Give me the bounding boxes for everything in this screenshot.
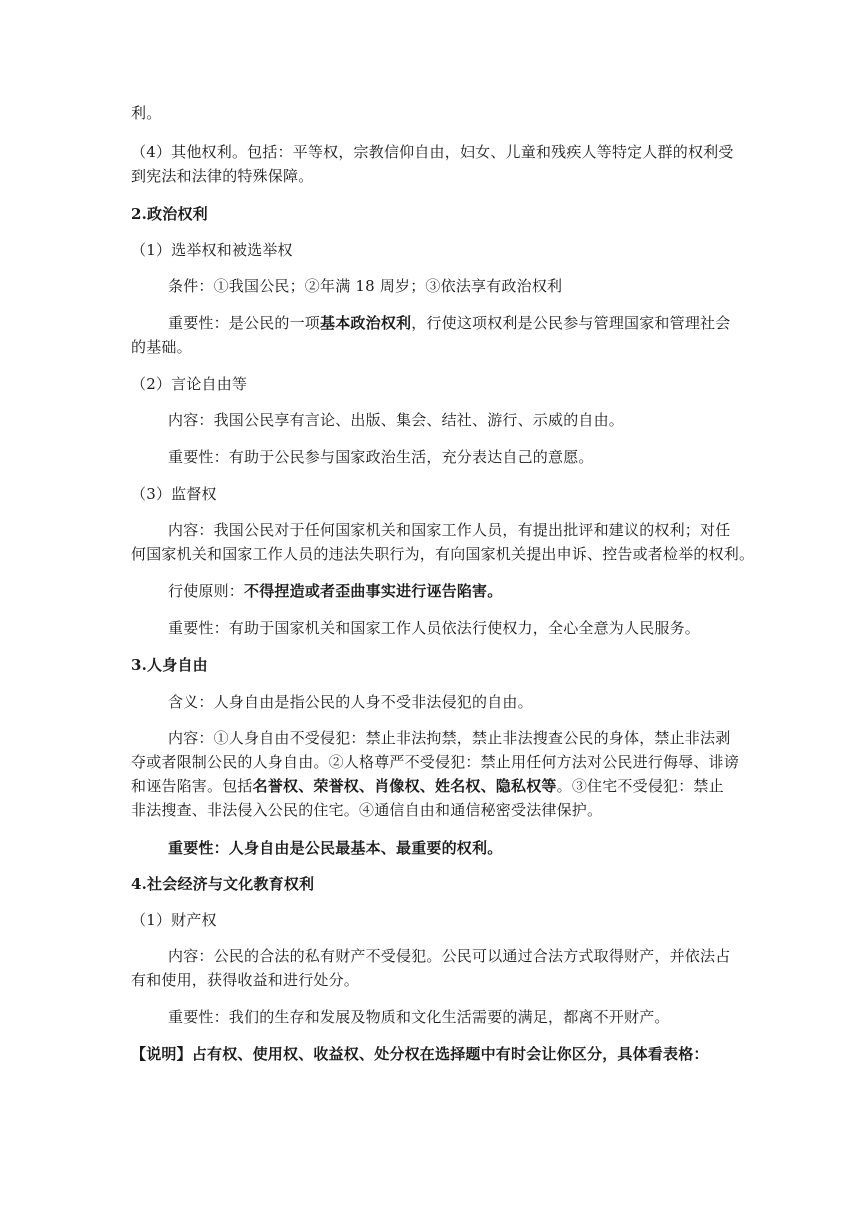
section-heading: 2.政治权利 [131, 205, 208, 223]
text-line: 利。 [131, 104, 162, 122]
text-line: 夺或者限制公民的人身自由。②人格尊严不受侵犯：禁止用任何方法对公民进行侮辱、诽谤 [131, 753, 740, 771]
text-line: 含义：人身自由是指公民的人身不受非法侵犯的自由。 [168, 693, 533, 711]
subsection-heading: （3）监督权 [131, 485, 217, 503]
subsection-heading: （1）财产权 [131, 911, 217, 929]
text-line: 何国家机关和国家工作人员的违法失职行为，有向国家机关提出申诉、控告或者检举的权利。 [131, 545, 755, 563]
text-line: （4）其他权利。包括：平等权，宗教信仰自由，妇女、儿童和残疾人等特定人群的权利受 [131, 143, 734, 161]
subsection-heading: （1）选举权和被选举权 [131, 241, 293, 259]
text-line: 内容：①人身自由不受侵犯：禁止非法拘禁，禁止非法搜查公民的身体，禁止非法剥 [168, 729, 731, 747]
subsection-heading: （2）言论自由等 [131, 375, 248, 393]
text-line: 行使原则：不得捏造或者歪曲事实进行诬告陷害。 [168, 582, 503, 600]
text-line: 重要性：人身自由是公民最基本、最重要的权利。 [168, 839, 503, 857]
text-line: 重要性：是公民的一项基本政治权利，行使这项权利是公民参与管理国家和管理社会 [168, 314, 731, 332]
text-line: 重要性：有助于国家机关和国家工作人员依法行使权力，全心全意为人民服务。 [168, 619, 701, 637]
text-line: 条件：①我国公民；②年满 18 周岁；③依法享有政治权利 [168, 277, 563, 295]
text-line: 的基础。 [131, 338, 192, 356]
note-line: 【说明】占有权、使用权、收益权、处分权在选择题中有时会让你区分，具体看表格： [131, 1045, 709, 1063]
text-line: 非法搜查、非法侵入公民的住宅。④通信自由和通信秘密受法律保护。 [131, 801, 603, 819]
text-line: 重要性：我们的生存和发展及物质和文化生活需要的满足，都离不开财产。 [168, 1008, 670, 1026]
text-line: 内容：我国公民享有言论、出版、集会、结社、游行、示威的自由。 [168, 411, 625, 429]
text-line: 到宪法和法律的特殊保障。 [131, 167, 314, 185]
text-line: 和诬告陷害。包括名誉权、荣誉权、肖像权、姓名权、隐私权等。③住宅不受侵犯：禁止 [131, 777, 724, 795]
section-heading: 4.社会经济与文化教育权利 [131, 875, 315, 893]
text-line: 内容：我国公民对于任何国家机关和国家工作人员，有提出批评和建议的权利；对任 [168, 521, 731, 539]
section-heading: 3.人身自由 [131, 656, 208, 674]
text-line: 有和使用，获得收益和进行处分。 [131, 971, 360, 989]
text-line: 重要性：有助于公民参与国家政治生活，充分表达自己的意愿。 [168, 448, 594, 466]
text-line: 内容：公民的合法的私有财产不受侵犯。公民可以通过合法方式取得财产，并依法占 [168, 947, 731, 965]
